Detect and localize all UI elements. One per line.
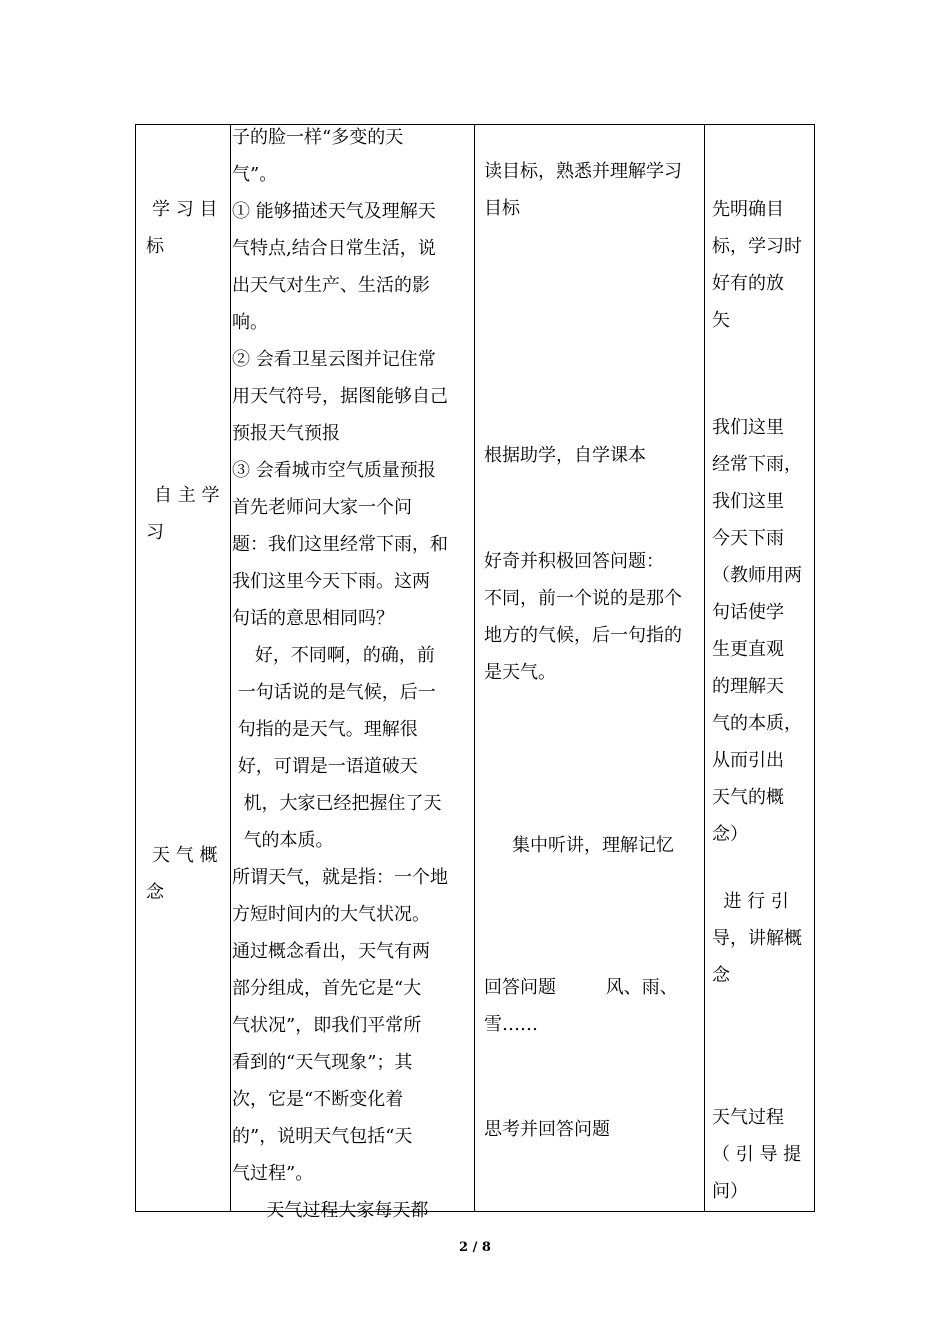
content-line: ③ 会看城市空气质量预报 xyxy=(232,460,436,481)
intent-line: 导，讲解概 xyxy=(712,928,802,949)
activity-text: 风、雨、 xyxy=(605,977,678,998)
content-line: 次，它是“不断变化着 xyxy=(232,1089,404,1110)
intent-line: （ 引 导 提 xyxy=(712,1144,802,1165)
section-label-line: 习 xyxy=(146,522,164,543)
activity-line: 不同，前一个说的是那个 xyxy=(484,588,682,609)
content-line: 预报天气预报 xyxy=(232,423,340,444)
intent-line: 好有的放 xyxy=(712,273,784,294)
column-divider xyxy=(474,125,475,1211)
intent-line: 先明确目 xyxy=(712,199,784,220)
content-line: 部分组成，首先它是“大 xyxy=(232,978,422,999)
activity-line xyxy=(484,969,706,1006)
activity-line: 根据助学，自学课本 xyxy=(484,445,646,466)
content-line: ① 能够描述天气及理解天 xyxy=(232,201,436,222)
activity-text: 回答问题 xyxy=(484,977,556,998)
intent-line: 句话使学 xyxy=(712,602,784,623)
activity-line: 雪…… xyxy=(484,1014,538,1035)
content-line: 看到的“天气现象”；其 xyxy=(232,1052,413,1073)
intent-line: 经常下雨， xyxy=(712,454,802,475)
intent-line: 我们这里 xyxy=(712,417,784,438)
intent-guide xyxy=(712,883,812,994)
section-label-line: 学 习 目 xyxy=(152,199,218,220)
activity-read-goals xyxy=(484,153,706,227)
activity-line: 地方的气候，后一句指的 xyxy=(484,625,682,646)
section-label-line: 天 气 概 xyxy=(152,845,218,866)
activity-answer-curious xyxy=(484,543,706,691)
intent-process xyxy=(712,1099,812,1210)
intent-line: 问） xyxy=(712,1181,748,1202)
content-line: 用天气符号，据图能够自己 xyxy=(232,386,448,407)
content-line: 方短时间内的大气状况。 xyxy=(232,904,430,925)
activity-self-study xyxy=(484,437,706,474)
intent-compare xyxy=(712,409,812,853)
section-label-goals xyxy=(136,191,246,265)
activity-line: 集中听讲，理解记忆 xyxy=(512,835,674,856)
intent-line: 天气过程 xyxy=(712,1107,784,1128)
intent-line: 矢 xyxy=(712,310,730,331)
content-line: 通过概念看出，天气有两 xyxy=(232,941,430,962)
content-line: 子的脸一样“多变的天 xyxy=(232,127,404,148)
content-line: 气过程”。 xyxy=(232,1163,314,1184)
content-line: 所谓天气，就是指：一个地 xyxy=(232,867,448,888)
intent-line: 从而引出 xyxy=(712,750,784,771)
intent-line: 我们这里 xyxy=(712,491,784,512)
content-line: 好，不同啊，的确，前 xyxy=(232,645,435,666)
intent-line: （教师用两 xyxy=(712,565,802,586)
activity-line: 读目标，熟悉并理解学习 xyxy=(484,161,682,182)
section-label-line: 念 xyxy=(146,882,164,903)
content-line: 一句话说的是气候，后一 xyxy=(232,682,436,703)
activity-think-answer xyxy=(484,1111,706,1148)
intent-line: 的理解天 xyxy=(712,676,784,697)
intent-line: 标，学习时 xyxy=(712,236,802,257)
activity-line: 目标 xyxy=(484,198,520,219)
section-label-line: 标 xyxy=(146,236,164,257)
content-line: 我们这里今天下雨。这两 xyxy=(232,571,430,592)
page-number: 2 / 8 xyxy=(459,1240,491,1255)
content-line: 气”。 xyxy=(232,164,278,185)
intent-line: 生更直观 xyxy=(712,639,784,660)
content-line: 首先老师问大家一个问 xyxy=(232,497,412,518)
intent-clarify xyxy=(712,191,812,339)
teaching-content xyxy=(232,119,472,1229)
activity-line: 是天气。 xyxy=(484,662,556,683)
activity-listen xyxy=(484,827,734,864)
section-label-line: 自 主 学 xyxy=(154,485,220,506)
content-line: 题：我们这里经常下雨，和 xyxy=(232,534,448,555)
content-line: 句话的意思相同吗？ xyxy=(232,608,394,629)
intent-line: 天气的概 xyxy=(712,787,784,808)
intent-line: 进 行 引 xyxy=(712,891,789,912)
intent-line: 气的本质， xyxy=(712,713,802,734)
content-line: 气的本质。 xyxy=(232,830,334,851)
content-line: 句指的是天气。理解很 xyxy=(232,719,418,740)
activity-line: 好奇并积极回答问题： xyxy=(484,551,664,572)
content-line: 的”，说明天气包括“天 xyxy=(232,1126,413,1147)
content-line: 响。 xyxy=(232,312,268,333)
intent-line: 念 xyxy=(712,965,730,986)
activity-answer-wind xyxy=(484,969,706,1043)
intent-line: 念） xyxy=(712,824,748,845)
activity-line: 思考并回答问题 xyxy=(484,1119,610,1140)
content-line: 机，大家已经把握住了天 xyxy=(232,793,442,814)
content-line: 好，可谓是一语道破天 xyxy=(232,756,418,777)
content-line: 气特点,结合日常生活，说 xyxy=(232,238,436,259)
column-divider xyxy=(230,125,231,1211)
content-line: 出天气对生产、生活的影 xyxy=(232,275,430,296)
content-line: 气状况”，即我们平常所 xyxy=(232,1015,422,1036)
lesson-plan-table xyxy=(135,124,815,1221)
content-line: 天气过程大家每天都 xyxy=(232,1200,429,1221)
content-line: ② 会看卫星云图并记住常 xyxy=(232,349,436,370)
intent-line: 今天下雨 xyxy=(712,528,784,549)
section-label-weather-concept xyxy=(136,837,246,911)
